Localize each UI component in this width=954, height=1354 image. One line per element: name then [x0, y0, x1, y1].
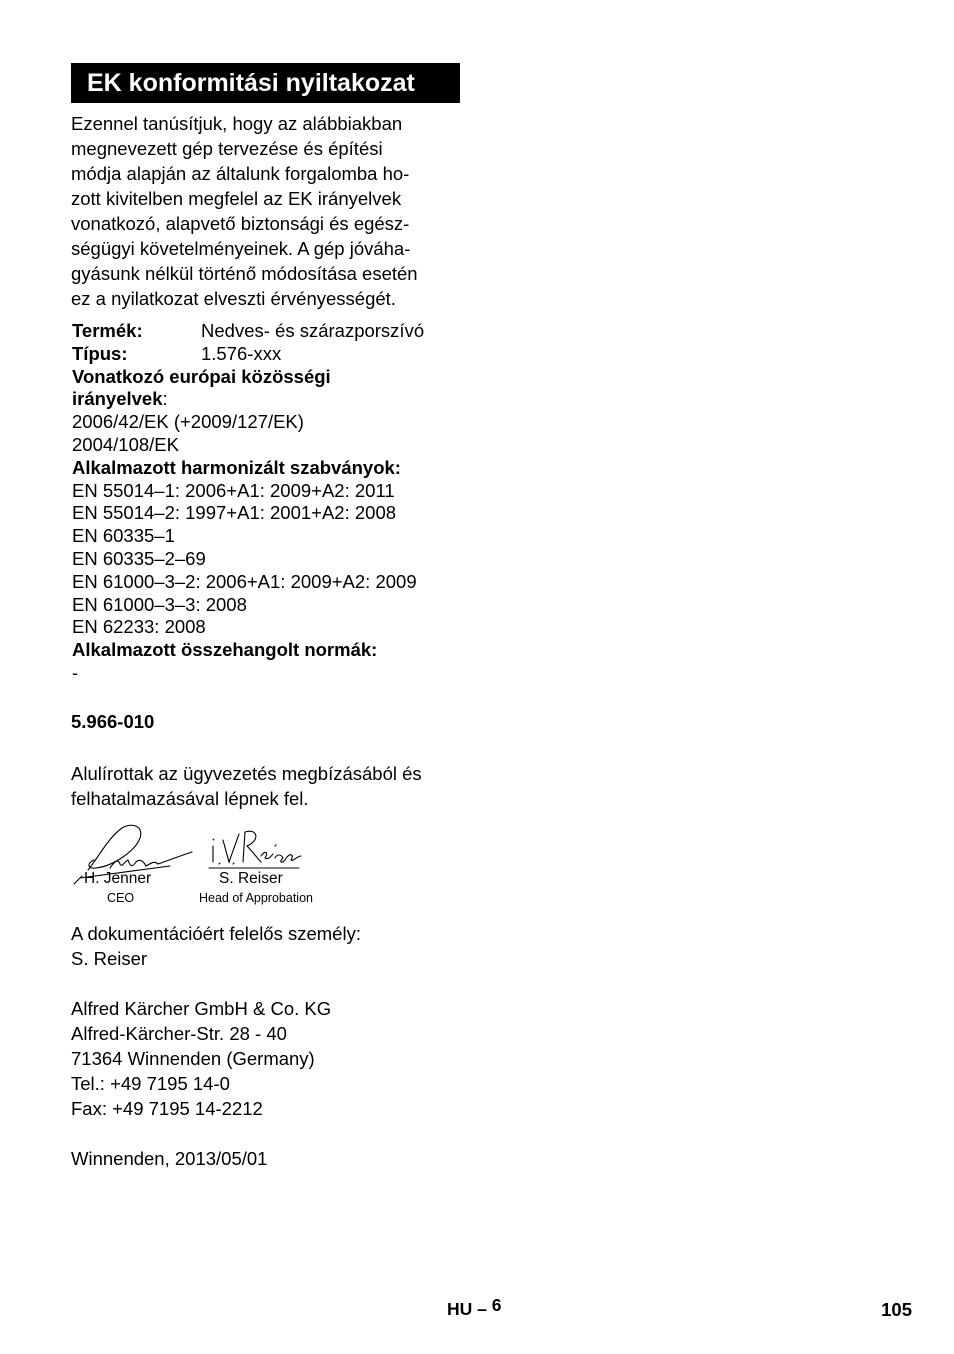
type-label: Típus:: [72, 342, 128, 364]
norms-label: Alkalmazott összehangolt normák:: [72, 639, 378, 661]
standard-item: EN 55014–2: 1997+A1: 2001+A2: 2008: [72, 502, 397, 524]
intro-line: ségügyi követelményeinek. A gép jóváha-: [71, 238, 411, 259]
product-row: [72, 320, 425, 343]
standards-label: Alkalmazott harmonizált szabványok:: [72, 456, 401, 478]
intro-line: ez a nyilatkozat elveszti érvényességét.: [71, 288, 396, 309]
address-line: 71364 Winnenden (Germany): [71, 1048, 315, 1069]
address-line: Fax: +49 7195 14-2212: [71, 1098, 263, 1119]
directives-label-colon: :: [162, 388, 168, 410]
page-title: EK konformitási nyiltakozat: [71, 63, 460, 103]
signers-line: Alulírottak az ügyvezetés megbízásából és: [71, 763, 422, 784]
signer-name: S. Reiser: [219, 870, 283, 887]
intro-paragraph: [71, 111, 418, 311]
directives-label: Vonatkozó európai közösségi: [72, 365, 331, 387]
intro-line: Ezennel tanúsítjuk, hogy az alábbiakban: [71, 113, 403, 134]
intro-line: módja alapján az általunk forgalomba ho-: [71, 163, 410, 184]
directive-item: 2006/42/EK (+2009/127/EK): [72, 411, 304, 433]
footer-dash: –: [477, 1299, 487, 1319]
type-value: 1.576-xxx: [201, 342, 282, 364]
signature-reiser: [205, 826, 305, 872]
intro-line: vonatkozó, alapvető biztonsági és egész-: [71, 213, 410, 234]
standard-item: EN 60335–1: [72, 525, 175, 547]
standard-item: EN 62233: 2008: [72, 616, 206, 638]
standard-item: EN 61000–3–3: 2008: [72, 593, 247, 615]
page-number: 105: [881, 1299, 912, 1320]
address-line: Alfred Kärcher GmbH & Co. KG: [71, 998, 332, 1019]
footer-lang: HU: [447, 1299, 473, 1319]
directives-label-cont: [72, 388, 417, 411]
address-line: Tel.: +49 7195 14-0: [71, 1073, 230, 1094]
signer-role: Head of Approbation: [199, 891, 313, 905]
standard-item: EN 61000–3–2: 2006+A1: 2009+A2: 2009: [72, 570, 417, 592]
norms-value: -: [72, 661, 79, 683]
doc-responsible-name: S. Reiser: [71, 948, 148, 969]
company-address: [71, 996, 331, 1121]
address-line: Alfred-Kärcher-Str. 28 - 40: [71, 1023, 287, 1044]
intro-line: megnevezett gép tervezése és építési: [71, 138, 383, 159]
footer-section: [447, 1295, 502, 1320]
product-value: Nedves- és szárazporszívó: [201, 320, 425, 341]
specification-block: [72, 320, 425, 685]
standard-item: EN 55014–1: 2006+A1: 2009+A2: 2011: [72, 479, 395, 501]
signers-statement: [71, 761, 422, 811]
part-number: 5.966-010: [71, 711, 155, 732]
signer-role: CEO: [107, 891, 135, 905]
signers-line: felhatalmazásával lépnek fel.: [71, 788, 309, 809]
product-label: Termék:: [72, 320, 143, 341]
place-date: Winnenden, 2013/05/01: [71, 1148, 268, 1169]
doc-responsible: [71, 921, 361, 971]
type-row: [72, 343, 417, 366]
standard-item: EN 60335–2–69: [72, 547, 206, 569]
doc-responsible-label: A dokumentációért felelős személy:: [71, 923, 361, 944]
footer-section-page: 6: [491, 1295, 502, 1315]
directives-label-word: irányelvek: [72, 388, 163, 410]
intro-line: zott kivitelben megfelel az EK irányelvek: [71, 188, 402, 209]
intro-line: gyásunk nélkül történő módosítása esetén: [71, 263, 418, 284]
directive-item: 2004/108/EK: [72, 433, 179, 455]
signer-name: H. Jenner: [84, 870, 152, 887]
